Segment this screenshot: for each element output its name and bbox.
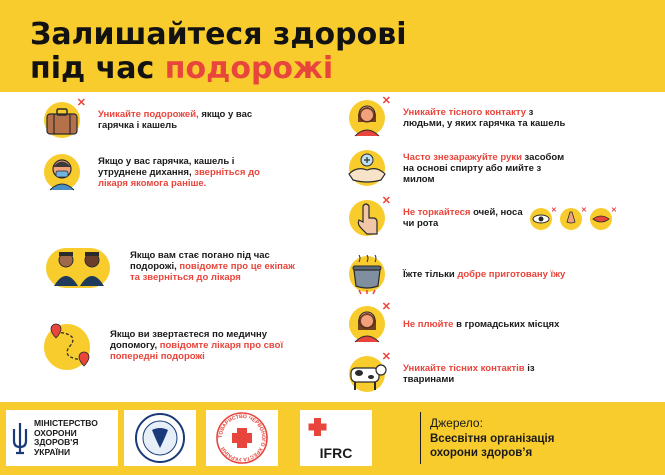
tip-avoid-contact-text: Уникайте тісного контакту з людьми, у яких гарячка та кашель — [403, 107, 566, 129]
source-name: Всесвітня організація охорони здоров’я — [430, 433, 555, 459]
finger-icon: ✕ — [345, 196, 389, 240]
eye-icon — [527, 205, 557, 231]
tip-no-touch-face — [345, 196, 655, 240]
tip-no-spitting-text: Не плюйте в громадських місцях — [403, 318, 560, 330]
footer-divider — [420, 412, 421, 464]
title-highlight: подорожі — [164, 51, 334, 86]
ministry-name: МІНІСТЕРСТВО ОХОРОНИ ЗДОРОВ'Я УКРАЇНИ — [34, 418, 98, 457]
tip-avoid-animals-text: Уникайте тісних контактів із тваринами — [403, 363, 535, 385]
tip-no-touch-face-text: Не торкайтеся очей, носа чи рота — [403, 207, 523, 229]
ministry-logo — [6, 410, 118, 466]
svg-text:IFRC: IFRC — [319, 445, 353, 461]
face-parts-icons — [527, 205, 617, 231]
title-line-2 — [30, 52, 407, 86]
tip-avoid-animals — [345, 352, 645, 396]
svg-text:✕: ✕ — [611, 207, 617, 214]
tip-tell-doctor-travel-text: Якщо ви звертаєтеся по медичну допомогу, повідомте лікаря про свої попередні подорожі — [110, 328, 284, 362]
mouth-icon — [587, 205, 617, 231]
tip-fever-doctor-text: Якщо у вас гарячка, кашель і утруднене дихання, зверніться до лікаря якомога раніше. — [98, 155, 260, 189]
nose-icon — [557, 205, 587, 231]
tip-avoid-contact — [345, 96, 645, 140]
title-line-1: Залишайтеся здорові — [30, 17, 407, 52]
tip-avoid-travel — [40, 98, 320, 142]
title-line-2-plain: під час — [30, 51, 165, 86]
tip-tell-crew — [40, 244, 340, 288]
tip-tell-crew-text: Якщо вам стає погано під час подорожі, повідомте про це екіпаж та зверніться до лікаря — [130, 249, 295, 283]
tip-tell-doctor-travel — [40, 320, 340, 370]
page-title — [30, 18, 407, 86]
tip-disinfect-hands-text: Часто знезаражуйте руки засобом на основі спирту або мийте з милом — [403, 151, 565, 185]
ifrc-logo — [300, 410, 372, 466]
tip-no-spitting — [345, 302, 645, 346]
route-icon — [40, 320, 100, 370]
close-contact-icon: ✕ — [345, 96, 389, 140]
tip-cooked-food-text: Їжте тільки добре приготовану їжу — [403, 268, 566, 280]
trident-icon — [10, 421, 30, 455]
sick-person-icon — [40, 150, 84, 194]
cow-icon: ✕ — [345, 352, 389, 396]
tip-disinfect-hands — [345, 146, 645, 190]
pilots-icon — [40, 244, 116, 288]
emblem-logo — [124, 410, 196, 466]
hand-wash-icon — [345, 146, 389, 190]
cooking-pot-icon — [345, 252, 389, 296]
svg-text:✕: ✕ — [581, 207, 587, 214]
tip-fever-doctor — [40, 150, 320, 194]
footer-banner — [0, 402, 665, 475]
spitting-icon: ✕ — [345, 302, 389, 346]
tip-avoid-travel-text: Уникайте подорожей, якщо у вас гарячка і кашель — [98, 109, 253, 131]
tip-cooked-food — [345, 252, 645, 296]
header-banner — [0, 0, 665, 92]
red-cross-ukraine-logo — [206, 410, 278, 466]
suitcase-icon: ✕ — [40, 98, 84, 142]
source-label: Джерело: — [430, 416, 483, 430]
svg-text:✕: ✕ — [551, 207, 557, 214]
svg-text:ТОВАРИСТВО ЧЕРВОНОГО ХРЕСТА УК: ТОВАРИСТВО ЧЕРВОНОГО ХРЕСТА УКРАЇНИ — [217, 413, 267, 463]
